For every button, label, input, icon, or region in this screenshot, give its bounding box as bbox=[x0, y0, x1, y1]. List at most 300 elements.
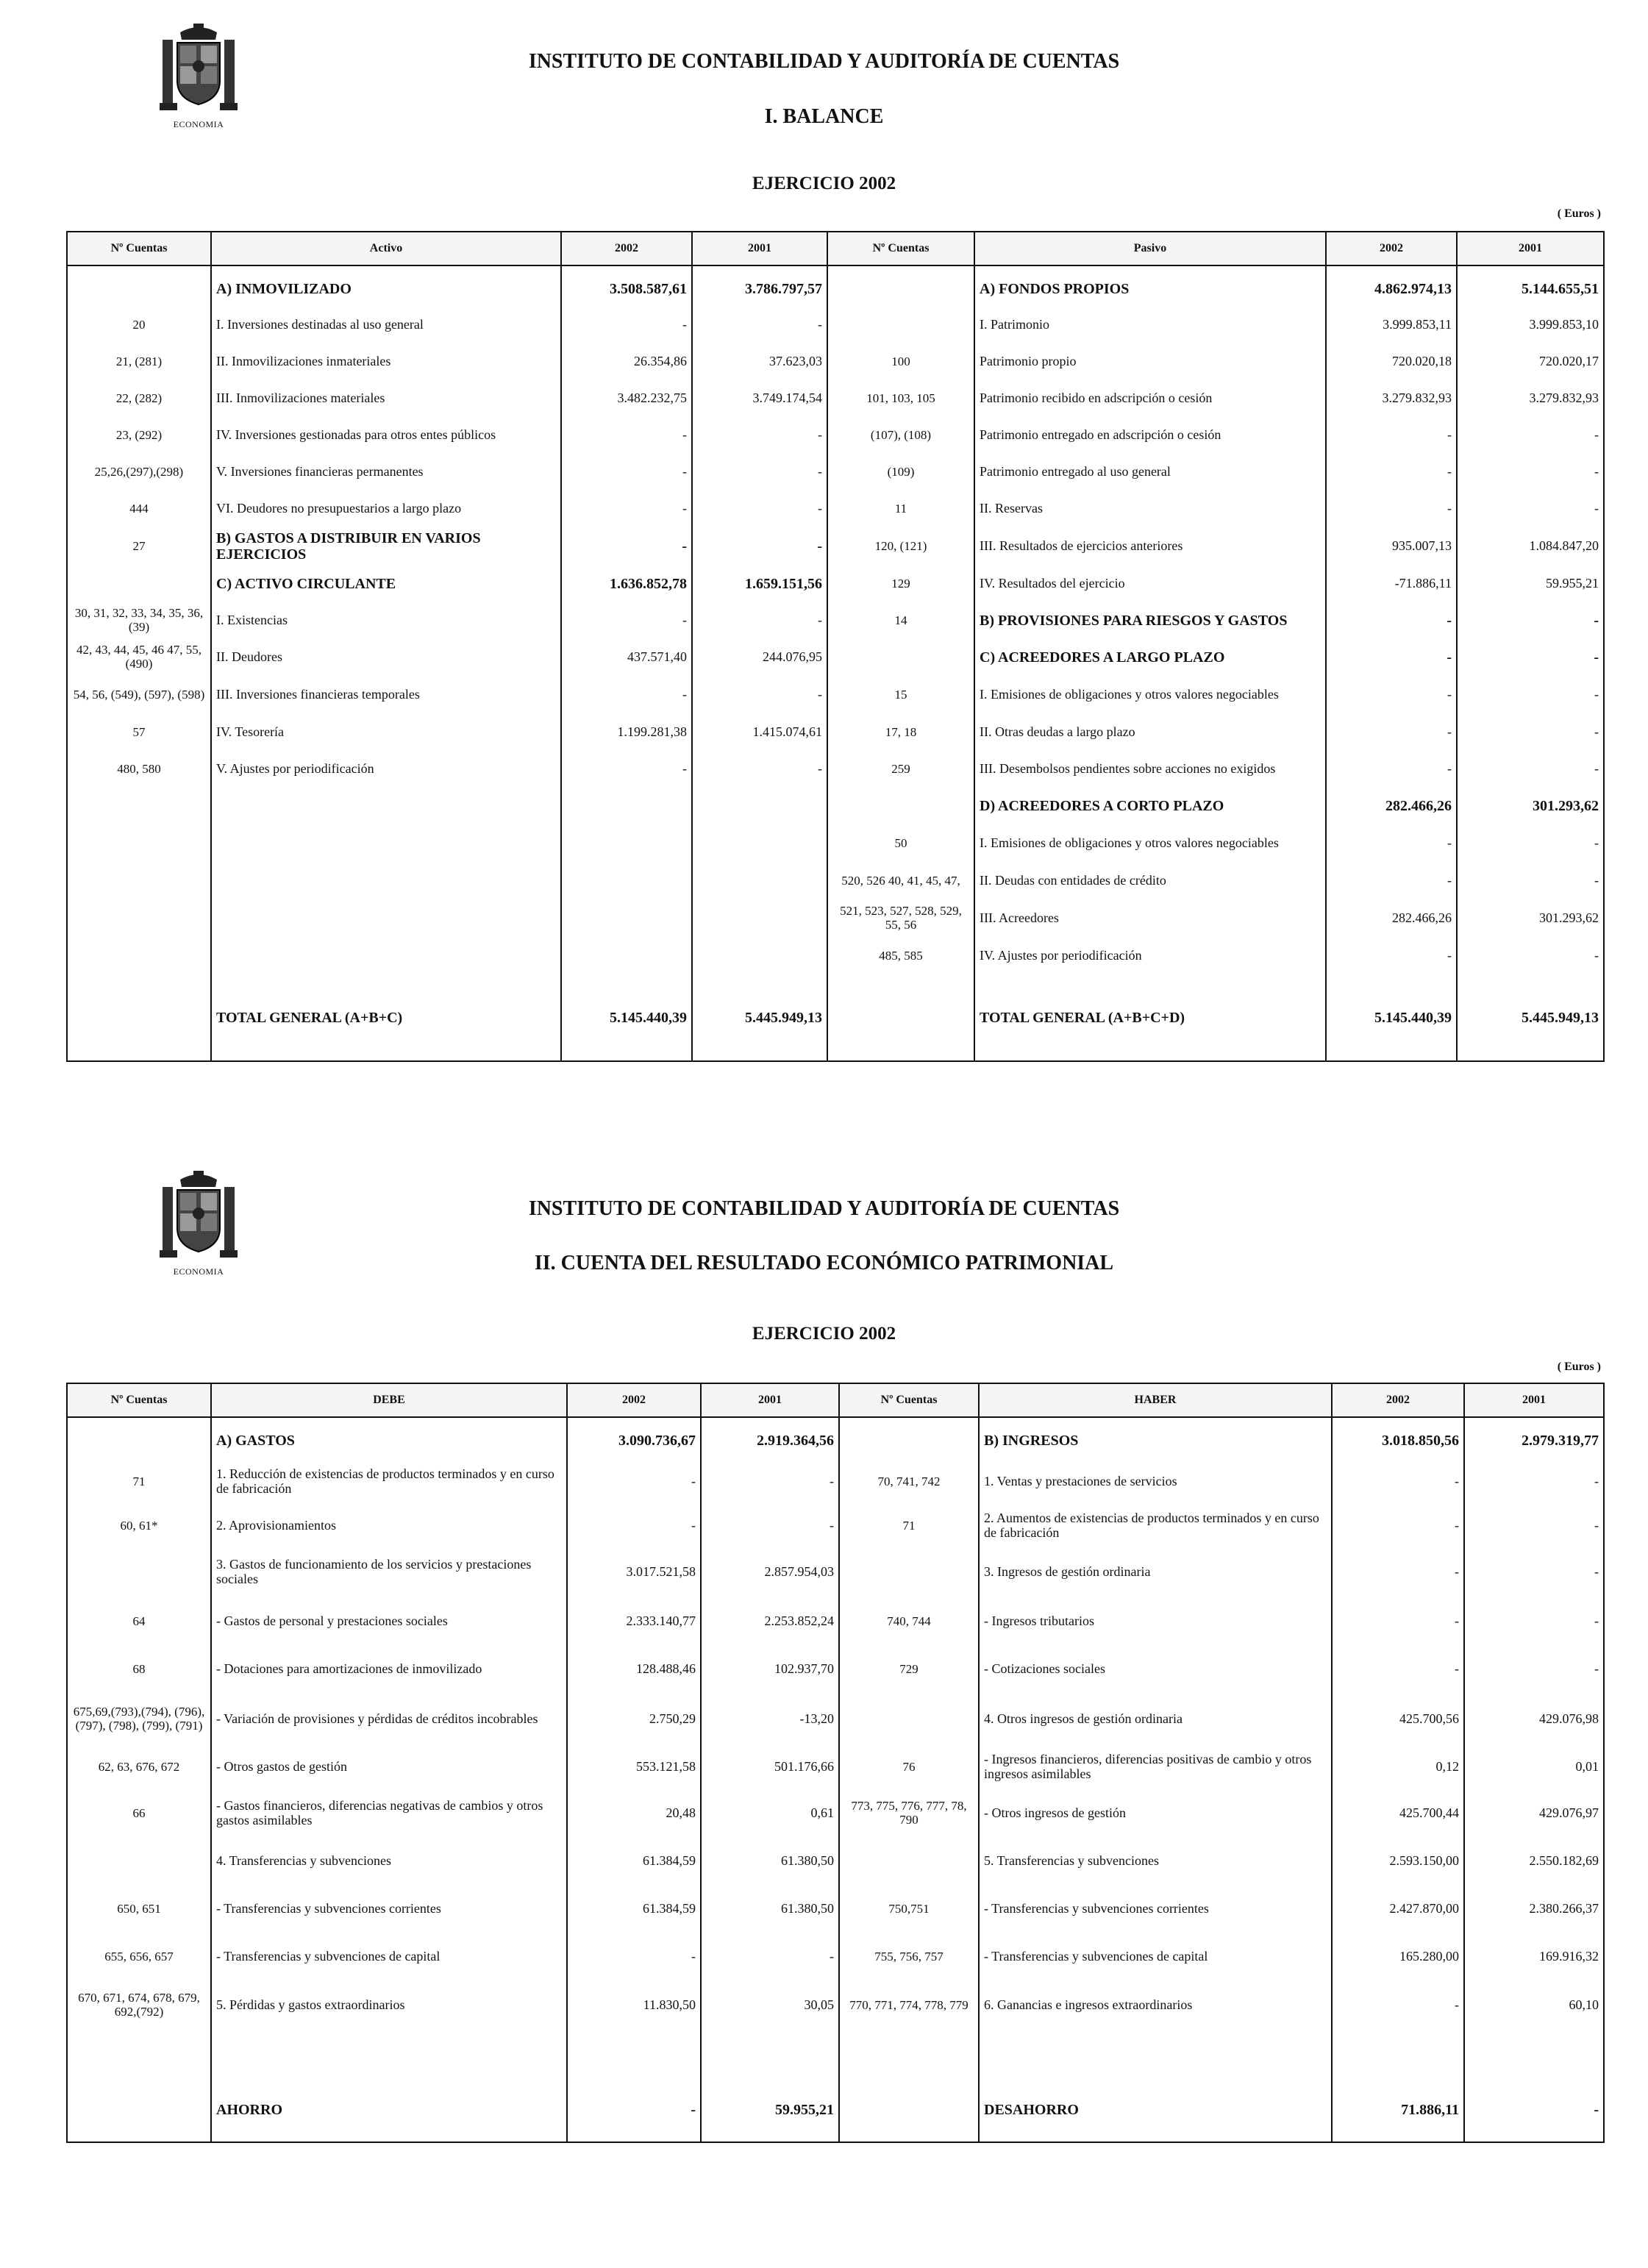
balance-cell: 129 bbox=[827, 566, 974, 602]
balance-cell bbox=[827, 974, 974, 1061]
logo-caption: ECONOMIA bbox=[173, 1266, 224, 1277]
balance-cell: C) ACTIVO CIRCULANTE bbox=[211, 566, 561, 602]
balance-cell bbox=[561, 863, 692, 899]
balance-cell bbox=[561, 824, 692, 863]
balance-title: I. BALANCE bbox=[764, 105, 884, 128]
resultado-cell: 0,61 bbox=[701, 1789, 839, 1838]
balance-cell: 444 bbox=[67, 491, 211, 527]
balance-cell: I. Inversiones destinadas al uso general bbox=[211, 307, 561, 343]
balance-cell: I. Emisiones de obligaciones y otros valores negociables bbox=[974, 676, 1326, 714]
resultado-cell: - Transferencias y subvenciones corrientes bbox=[979, 1885, 1332, 1933]
balance-cell: - bbox=[561, 751, 692, 788]
balance-cell: 26.354,86 bbox=[561, 343, 692, 380]
resultado-cell bbox=[839, 2030, 979, 2078]
balance-cell: 480, 580 bbox=[67, 751, 211, 788]
balance-cell: - bbox=[692, 751, 827, 788]
balance-cell: I. Emisiones de obligaciones y otros valores negociables bbox=[974, 824, 1326, 863]
resultado-header-1: DEBE bbox=[211, 1383, 567, 1417]
resultado-cell: 61.384,59 bbox=[567, 1838, 701, 1885]
logo-caption: ECONOMIA bbox=[173, 119, 224, 129]
resultado-cell: 2.593.150,00 bbox=[1332, 1838, 1464, 1885]
balance-cell: (107), (108) bbox=[827, 417, 974, 454]
resultado-cell: 61.380,50 bbox=[701, 1838, 839, 1885]
balance-cell: TOTAL GENERAL (A+B+C) bbox=[211, 974, 561, 1061]
resultado-cell bbox=[839, 2078, 979, 2142]
resultado-cell: 5. Transferencias y subvenciones bbox=[979, 1838, 1332, 1885]
balance-cell bbox=[211, 824, 561, 863]
resultado-cell: 71.886,11 bbox=[1332, 2078, 1464, 2142]
resultado-cell: - bbox=[1464, 1598, 1604, 1645]
resultado-cell bbox=[67, 1838, 211, 1885]
balance-cell bbox=[67, 265, 211, 307]
resultado-cell: DESAHORRO bbox=[979, 2078, 1332, 2142]
table-row bbox=[67, 1933, 1604, 1980]
balance-cell: - bbox=[1457, 602, 1604, 639]
balance-cell: 14 bbox=[827, 602, 974, 639]
resultado-cell: 6. Ganancias e ingresos extraordinarios bbox=[979, 1980, 1332, 2030]
balance-ejercicio: EJERCICIO 2002 bbox=[752, 174, 896, 193]
balance-cell: - bbox=[1457, 938, 1604, 974]
resultado-cell: - bbox=[1332, 1598, 1464, 1645]
resultado-cell: 165.280,00 bbox=[1332, 1933, 1464, 1980]
resultado-cell: 670, 671, 674, 678, 679, 692,(792) bbox=[67, 1980, 211, 2030]
balance-cell: A) FONDOS PROPIOS bbox=[974, 265, 1326, 307]
balance-cell: IV. Resultados del ejercicio bbox=[974, 566, 1326, 602]
table-row bbox=[67, 343, 1604, 380]
balance-cell: II. Deudas con entidades de crédito bbox=[974, 863, 1326, 899]
balance-cell bbox=[211, 899, 561, 938]
resultado-cell: - Gastos de personal y prestaciones sociales bbox=[211, 1598, 567, 1645]
resultado-cell: 2.979.319,77 bbox=[1464, 1417, 1604, 1458]
resultado-cell bbox=[67, 1547, 211, 1598]
table-row bbox=[67, 1458, 1604, 1505]
balance-cell: - bbox=[1326, 602, 1457, 639]
balance-cell: 3.749.174,54 bbox=[692, 380, 827, 417]
table-row bbox=[67, 1505, 1604, 1547]
balance-cell: 1.659.151,56 bbox=[692, 566, 827, 602]
resultado-cell: 64 bbox=[67, 1598, 211, 1645]
table-row bbox=[67, 380, 1604, 417]
resultado-cell: 61.380,50 bbox=[701, 1885, 839, 1933]
resultado-cell: - bbox=[567, 2078, 701, 2142]
balance-cell: 100 bbox=[827, 343, 974, 380]
resultado-cell: - bbox=[701, 1458, 839, 1505]
balance-cell: - bbox=[561, 307, 692, 343]
balance-cell: III. Desembolsos pendientes sobre acciones no exigidos bbox=[974, 751, 1326, 788]
balance-cell: - bbox=[692, 491, 827, 527]
resultado-cell: A) GASTOS bbox=[211, 1417, 567, 1458]
table-row bbox=[67, 454, 1604, 491]
balance-cell: III. Resultados de ejercicios anteriores bbox=[974, 527, 1326, 566]
balance-cell: 20 bbox=[67, 307, 211, 343]
resultado-cell: AHORRO bbox=[211, 2078, 567, 2142]
table-row bbox=[67, 491, 1604, 527]
balance-cell: - bbox=[1457, 824, 1604, 863]
balance-cell: Patrimonio recibido en adscripción o cesión bbox=[974, 380, 1326, 417]
resultado-cell: 71 bbox=[839, 1505, 979, 1547]
table-row bbox=[67, 1598, 1604, 1645]
balance-header-2: 2002 bbox=[561, 232, 692, 265]
balance-cell: - bbox=[1326, 863, 1457, 899]
resultado-cell: 61.384,59 bbox=[567, 1885, 701, 1933]
resultado-cell: 3. Ingresos de gestión ordinaria bbox=[979, 1547, 1332, 1598]
balance-cell: 27 bbox=[67, 527, 211, 566]
table-row bbox=[67, 1547, 1604, 1598]
resultado-cell: - bbox=[1332, 1645, 1464, 1694]
balance-cell: - bbox=[692, 602, 827, 639]
resultado-cell: 740, 744 bbox=[839, 1598, 979, 1645]
balance-cell: 244.076,95 bbox=[692, 639, 827, 676]
balance-cell bbox=[211, 863, 561, 899]
balance-cell: 59.955,21 bbox=[1457, 566, 1604, 602]
balance-cell: 3.999.853,10 bbox=[1457, 307, 1604, 343]
table-row bbox=[67, 974, 1604, 1061]
resultado-cell: 425.700,56 bbox=[1332, 1694, 1464, 1745]
table-row bbox=[67, 714, 1604, 751]
resultado-header-3: 2001 bbox=[701, 1383, 839, 1417]
resultado-cell: 755, 756, 757 bbox=[839, 1933, 979, 1980]
balance-cell: I. Patrimonio bbox=[974, 307, 1326, 343]
balance-cell: 50 bbox=[827, 824, 974, 863]
balance-cell: 30, 31, 32, 33, 34, 35, 36, (39) bbox=[67, 602, 211, 639]
balance-cell: - bbox=[1457, 714, 1604, 751]
resultado-cell: 501.176,66 bbox=[701, 1745, 839, 1789]
balance-cell: - bbox=[1457, 751, 1604, 788]
resultado-cell: 3. Gastos de funcionamiento de los servicios y prestaciones sociales bbox=[211, 1547, 567, 1598]
resultado-cell: 2.380.266,37 bbox=[1464, 1885, 1604, 1933]
resultado-title: II. CUENTA DEL RESULTADO ECONÓMICO PATRIMONIAL bbox=[534, 1252, 1114, 1274]
balance-cell: - bbox=[1326, 491, 1457, 527]
balance-cell: 37.623,03 bbox=[692, 343, 827, 380]
resultado-cell: 4. Transferencias y subvenciones bbox=[211, 1838, 567, 1885]
balance-cell: A) INMOVILIZADO bbox=[211, 265, 561, 307]
resultado-cell: - Dotaciones para amortizaciones de inmovilizado bbox=[211, 1645, 567, 1694]
resultado-cell: 750,751 bbox=[839, 1885, 979, 1933]
resultado-cell: - bbox=[1332, 1505, 1464, 1547]
resultado-cell bbox=[67, 2078, 211, 2142]
resultado-cell: 429.076,97 bbox=[1464, 1789, 1604, 1838]
resultado-cell: 62, 63, 676, 672 bbox=[67, 1745, 211, 1789]
resultado-cell: 11.830,50 bbox=[567, 1980, 701, 2030]
balance-cell: - bbox=[561, 602, 692, 639]
resultado-header-4: Nº Cuentas bbox=[839, 1383, 979, 1417]
balance-cell: III. Inmovilizaciones materiales bbox=[211, 380, 561, 417]
table-row bbox=[67, 938, 1604, 974]
table-row bbox=[67, 1745, 1604, 1789]
resultado-cell: - Transferencias y subvenciones de capital bbox=[211, 1933, 567, 1980]
resultado-cell: 128.488,46 bbox=[567, 1645, 701, 1694]
resultado-cell: - Otros gastos de gestión bbox=[211, 1745, 567, 1789]
balance-cell: 5.145.440,39 bbox=[1326, 974, 1457, 1061]
balance-cell: 5.144.655,51 bbox=[1457, 265, 1604, 307]
table-row bbox=[67, 1980, 1604, 2030]
balance-cell: B) PROVISIONES PARA RIESGOS Y GASTOS bbox=[974, 602, 1326, 639]
balance-cell: - bbox=[1457, 676, 1604, 714]
institute-title: INSTITUTO DE CONTABILIDAD Y AUDITORÍA DE CUENTAS bbox=[528, 50, 1120, 73]
balance-cell: II. Otras deudas a largo plazo bbox=[974, 714, 1326, 751]
resultado-cell: 1. Reducción de existencias de productos terminados y en curso de fabricación bbox=[211, 1458, 567, 1505]
balance-cell bbox=[67, 938, 211, 974]
resultado-cell: 2.919.364,56 bbox=[701, 1417, 839, 1458]
resultado-cell: 60, 61* bbox=[67, 1505, 211, 1547]
institute-title-2: INSTITUTO DE CONTABILIDAD Y AUDITORÍA DE CUENTAS bbox=[528, 1197, 1120, 1220]
table-row bbox=[67, 566, 1604, 602]
resultado-cell bbox=[1464, 2030, 1604, 2078]
balance-cell: 3.279.832,93 bbox=[1457, 380, 1604, 417]
resultado-cell: 66 bbox=[67, 1789, 211, 1838]
balance-cell bbox=[692, 824, 827, 863]
balance-header-5: Pasivo bbox=[974, 232, 1326, 265]
resultado-cell: - bbox=[1332, 1458, 1464, 1505]
balance-cell: 3.786.797,57 bbox=[692, 265, 827, 307]
balance-cell: 521, 523, 527, 528, 529, 55, 56 bbox=[827, 899, 974, 938]
resultado-cell: 169.916,32 bbox=[1464, 1933, 1604, 1980]
table-row bbox=[67, 2030, 1604, 2078]
resultado-cell: 2.857.954,03 bbox=[701, 1547, 839, 1598]
balance-cell: IV. Tesorería bbox=[211, 714, 561, 751]
balance-cell: - bbox=[561, 417, 692, 454]
balance-cell bbox=[211, 788, 561, 824]
resultado-cell: 0,12 bbox=[1332, 1745, 1464, 1789]
balance-cell: Patrimonio entregado en adscripción o cesión bbox=[974, 417, 1326, 454]
balance-cell: V. Ajustes por periodificación bbox=[211, 751, 561, 788]
table-row bbox=[67, 265, 1604, 307]
resultado-cell: 30,05 bbox=[701, 1980, 839, 2030]
balance-cell: -71.886,11 bbox=[1326, 566, 1457, 602]
balance-cell: 1.636.852,78 bbox=[561, 566, 692, 602]
balance-cell bbox=[67, 863, 211, 899]
resultado-cell bbox=[67, 2030, 211, 2078]
balance-cell: TOTAL GENERAL (A+B+C+D) bbox=[974, 974, 1326, 1061]
balance-cell: II. Inmovilizaciones inmateriales bbox=[211, 343, 561, 380]
resultado-cell: - bbox=[1332, 1980, 1464, 2030]
balance-cell bbox=[692, 863, 827, 899]
balance-cell: 301.293,62 bbox=[1457, 788, 1604, 824]
balance-cell: Patrimonio propio bbox=[974, 343, 1326, 380]
balance-cell: V. Inversiones financieras permanentes bbox=[211, 454, 561, 491]
balance-cell: - bbox=[561, 491, 692, 527]
balance-cell: 23, (292) bbox=[67, 417, 211, 454]
table-row bbox=[67, 788, 1604, 824]
resultado-cell: 429.076,98 bbox=[1464, 1694, 1604, 1745]
resultado-cell: - Otros ingresos de gestión bbox=[979, 1789, 1332, 1838]
balance-cell: 720.020,17 bbox=[1457, 343, 1604, 380]
resultado-cell: 2.253.852,24 bbox=[701, 1598, 839, 1645]
balance-cell: 11 bbox=[827, 491, 974, 527]
balance-cell: 3.482.232,75 bbox=[561, 380, 692, 417]
resultado-cell: 76 bbox=[839, 1745, 979, 1789]
resultado-cell: 675,69,(793),(794), (796), (797), (798), (799), (791) bbox=[67, 1694, 211, 1745]
resultado-cell: 2.333.140,77 bbox=[567, 1598, 701, 1645]
resultado-cell: 770, 771, 774, 778, 779 bbox=[839, 1980, 979, 2030]
balance-header-0: Nº Cuentas bbox=[67, 232, 211, 265]
balance-cell: - bbox=[692, 307, 827, 343]
balance-cell: - bbox=[1326, 676, 1457, 714]
resultado-cell: 4. Otros ingresos de gestión ordinaria bbox=[979, 1694, 1332, 1745]
resultado-cell: - bbox=[701, 1933, 839, 1980]
balance-cell: III. Acreedores bbox=[974, 899, 1326, 938]
balance-cell bbox=[827, 265, 974, 307]
balance-cell bbox=[827, 307, 974, 343]
table-row bbox=[67, 1417, 1604, 1458]
table-row bbox=[67, 824, 1604, 863]
resultado-cell: - Variación de provisiones y pérdidas de créditos incobrables bbox=[211, 1694, 567, 1745]
balance-cell: - bbox=[1326, 824, 1457, 863]
balance-cell: 4.862.974,13 bbox=[1326, 265, 1457, 307]
balance-cell: 101, 103, 105 bbox=[827, 380, 974, 417]
resultado-cell: 0,01 bbox=[1464, 1745, 1604, 1789]
table-row bbox=[67, 751, 1604, 788]
balance-cell: - bbox=[692, 454, 827, 491]
resultado-cell: 650, 651 bbox=[67, 1885, 211, 1933]
table-row bbox=[67, 1789, 1604, 1838]
balance-cell bbox=[692, 899, 827, 938]
balance-cell: - bbox=[692, 527, 827, 566]
resultado-cell: 729 bbox=[839, 1645, 979, 1694]
table-row bbox=[67, 863, 1604, 899]
resultado-table bbox=[66, 1383, 1605, 2143]
resultado-cell: - bbox=[701, 1505, 839, 1547]
resultado-cell: - bbox=[1464, 1645, 1604, 1694]
balance-cell bbox=[67, 899, 211, 938]
balance-cell: 301.293,62 bbox=[1457, 899, 1604, 938]
balance-cell: 282.466,26 bbox=[1326, 788, 1457, 824]
balance-cell: - bbox=[1457, 863, 1604, 899]
resultado-cell: 553.121,58 bbox=[567, 1745, 701, 1789]
resultado-cell: - bbox=[567, 1458, 701, 1505]
balance-cell: - bbox=[1326, 938, 1457, 974]
balance-cell bbox=[827, 639, 974, 676]
balance-cell: 15 bbox=[827, 676, 974, 714]
resultado-cell: - Cotizaciones sociales bbox=[979, 1645, 1332, 1694]
resultado-cell: 5. Pérdidas y gastos extraordinarios bbox=[211, 1980, 567, 2030]
balance-cell: - bbox=[1457, 417, 1604, 454]
balance-cell: 282.466,26 bbox=[1326, 899, 1457, 938]
balance-cell: - bbox=[1457, 639, 1604, 676]
resultado-cell: 102.937,70 bbox=[701, 1645, 839, 1694]
resultado-cell bbox=[839, 1547, 979, 1598]
balance-cell: 1.415.074,61 bbox=[692, 714, 827, 751]
resultado-cell: 2. Aprovisionamientos bbox=[211, 1505, 567, 1547]
resultado-ejercicio: EJERCICIO 2002 bbox=[752, 1324, 896, 1344]
resultado-cell bbox=[839, 1417, 979, 1458]
resultado-cell bbox=[701, 2030, 839, 2078]
resultado-cell: - bbox=[1332, 1547, 1464, 1598]
table-row bbox=[67, 1885, 1604, 1933]
balance-cell: III. Inversiones financieras temporales bbox=[211, 676, 561, 714]
balance-header-3: 2001 bbox=[692, 232, 827, 265]
balance-cell: 935.007,13 bbox=[1326, 527, 1457, 566]
resultado-cell: - bbox=[567, 1933, 701, 1980]
resultado-header-6: 2002 bbox=[1332, 1383, 1464, 1417]
resultado-cell: 1. Ventas y prestaciones de servicios bbox=[979, 1458, 1332, 1505]
balance-cell: D) ACREEDORES A CORTO PLAZO bbox=[974, 788, 1326, 824]
resultado-cell: 2. Aumentos de existencias de productos terminados y en curso de fabricación bbox=[979, 1505, 1332, 1547]
balance-table bbox=[66, 231, 1605, 1062]
balance-cell bbox=[692, 788, 827, 824]
resultado-header-7: 2001 bbox=[1464, 1383, 1604, 1417]
balance-cell: 54, 56, (549), (597), (598) bbox=[67, 676, 211, 714]
balance-cell: 259 bbox=[827, 751, 974, 788]
balance-cell: - bbox=[1457, 454, 1604, 491]
balance-cell: - bbox=[561, 527, 692, 566]
resultado-cell: - bbox=[1464, 1547, 1604, 1598]
balance-cell bbox=[67, 974, 211, 1061]
resultado-cell: 2.550.182,69 bbox=[1464, 1838, 1604, 1885]
balance-cell bbox=[692, 938, 827, 974]
balance-cell: IV. Ajustes por periodificación bbox=[974, 938, 1326, 974]
balance-cell: - bbox=[692, 417, 827, 454]
table-row bbox=[67, 639, 1604, 676]
resultado-cell bbox=[839, 1694, 979, 1745]
table-row bbox=[67, 2078, 1604, 2142]
balance-cell bbox=[67, 566, 211, 602]
balance-cell: Patrimonio entregado al uso general bbox=[974, 454, 1326, 491]
balance-cell: 5.445.949,13 bbox=[692, 974, 827, 1061]
resultado-cell: - bbox=[1464, 2078, 1604, 2142]
balance-cell bbox=[67, 788, 211, 824]
table-row bbox=[67, 527, 1604, 566]
balance-cell: - bbox=[1326, 714, 1457, 751]
resultado-cell: 59.955,21 bbox=[701, 2078, 839, 2142]
balance-cell: 42, 43, 44, 45, 46 47, 55, (490) bbox=[67, 639, 211, 676]
balance-cell: 21, (281) bbox=[67, 343, 211, 380]
table-row bbox=[67, 417, 1604, 454]
resultado-cell: - Ingresos financieros, diferencias positivas de cambio y otros ingresos asimilables bbox=[979, 1745, 1332, 1789]
balance-cell: 25,26,(297),(298) bbox=[67, 454, 211, 491]
resultado-cell: - Ingresos tributarios bbox=[979, 1598, 1332, 1645]
resultado-header-0: Nº Cuentas bbox=[67, 1383, 211, 1417]
resultado-cell: - bbox=[567, 1505, 701, 1547]
balance-cell: - bbox=[1326, 417, 1457, 454]
balance-cell: 22, (282) bbox=[67, 380, 211, 417]
table-row bbox=[67, 602, 1604, 639]
balance-cell: 5.145.440,39 bbox=[561, 974, 692, 1061]
balance-cell: - bbox=[1457, 491, 1604, 527]
resultado-cell bbox=[67, 1417, 211, 1458]
balance-cell: 437.571,40 bbox=[561, 639, 692, 676]
balance-cell: 5.445.949,13 bbox=[1457, 974, 1604, 1061]
resultado-header-5: HABER bbox=[979, 1383, 1332, 1417]
resultado-cell: 60,10 bbox=[1464, 1980, 1604, 2030]
resultado-cell: - bbox=[1464, 1505, 1604, 1547]
balance-cell: II. Deudores bbox=[211, 639, 561, 676]
resultado-cell: - Transferencias y subvenciones corrientes bbox=[211, 1885, 567, 1933]
balance-cell: 17, 18 bbox=[827, 714, 974, 751]
table-row bbox=[67, 899, 1604, 938]
resultado-cell: - Gastos financieros, diferencias negativas de cambios y otros gastos asimilables bbox=[211, 1789, 567, 1838]
resultado-header-2: 2002 bbox=[567, 1383, 701, 1417]
balance-header-4: Nº Cuentas bbox=[827, 232, 974, 265]
balance-cell: 1.084.847,20 bbox=[1457, 527, 1604, 566]
balance-cell: IV. Inversiones gestionadas para otros entes públicos bbox=[211, 417, 561, 454]
resultado-cell: 655, 656, 657 bbox=[67, 1933, 211, 1980]
resultado-cell: 425.700,44 bbox=[1332, 1789, 1464, 1838]
resultado-cell bbox=[839, 1838, 979, 1885]
balance-cell: (109) bbox=[827, 454, 974, 491]
balance-header-1: Activo bbox=[211, 232, 561, 265]
resultado-unit: ( Euros ) bbox=[1557, 1361, 1601, 1373]
balance-cell: C) ACREEDORES A LARGO PLAZO bbox=[974, 639, 1326, 676]
balance-cell: I. Existencias bbox=[211, 602, 561, 639]
balance-cell: VI. Deudores no presupuestarios a largo plazo bbox=[211, 491, 561, 527]
table-row bbox=[67, 307, 1604, 343]
balance-cell: - bbox=[1326, 639, 1457, 676]
balance-cell: - bbox=[561, 676, 692, 714]
resultado-cell: 20,48 bbox=[567, 1789, 701, 1838]
balance-cell bbox=[211, 938, 561, 974]
resultado-cell: 2.750,29 bbox=[567, 1694, 701, 1745]
